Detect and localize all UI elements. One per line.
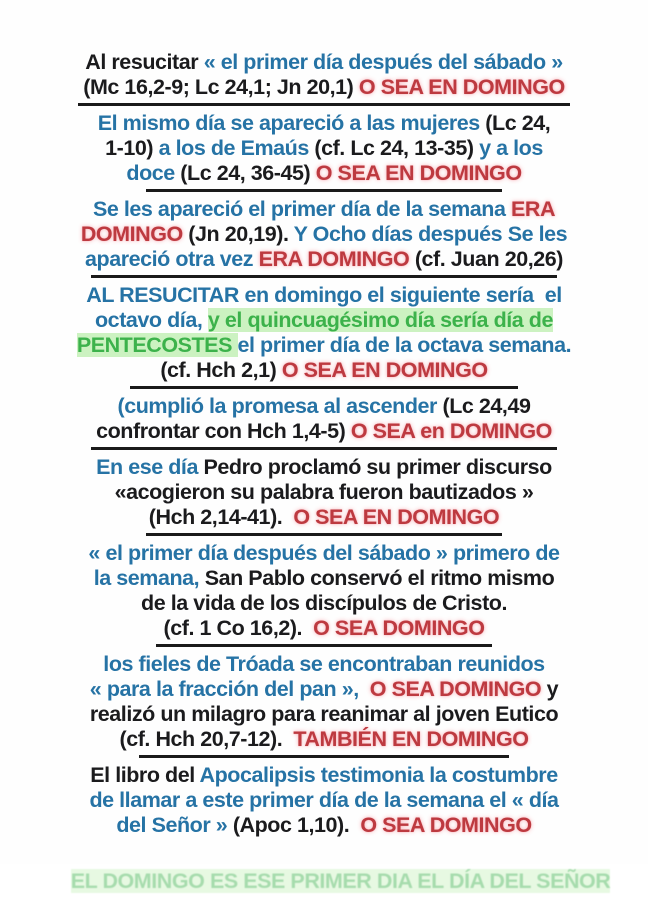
text-segment: los fieles de Tróada se encontraban reunidos <box>103 652 545 676</box>
text-segment: a los de Emaús <box>158 136 315 160</box>
text-segment: AL RESUCITAR en domingo el siguiente sería el <box>86 283 562 307</box>
text-line <box>0 844 648 919</box>
text-line <box>0 788 648 813</box>
text-segment: (cf. 1 Co 16,2). <box>163 616 314 640</box>
text-segment: O SEA EN DOMINGO <box>358 75 565 99</box>
text-segment: Pedro proclamó su primer discurso <box>203 455 552 479</box>
text-line <box>0 591 648 616</box>
text-line <box>0 616 648 641</box>
text-segment: (Mc 16,2-9; Lc 24,1; Jn 20,1) <box>83 75 359 99</box>
text-segment: el primer día de la octava semana. <box>237 333 572 357</box>
text-segment: Apocalipsis testimonia la costumbre <box>199 763 558 787</box>
text-line <box>0 813 648 838</box>
text-line <box>0 566 648 591</box>
text-line <box>0 197 648 222</box>
text-segment: 1-10) <box>105 136 159 160</box>
text-line <box>0 308 648 333</box>
text-line <box>0 75 648 100</box>
text-segment: O SEA en DOMINGO <box>350 419 552 443</box>
text-segment: (Hch 2,14-41). <box>148 505 294 529</box>
text-line <box>0 419 648 444</box>
text-segment: El mismo día se apareció a las mujeres <box>97 111 486 135</box>
text-segment: (cf. Hch 20,7-12). <box>119 727 294 751</box>
text-segment: O SEA DOMINGO <box>369 677 547 701</box>
text-segment: O SEA DOMINGO <box>360 813 532 837</box>
text-segment: EL DOMINGO ES ESE PRIMER DIA EL DÍA DEL SEÑOR <box>70 869 611 893</box>
text-segment: de llamar a este primer día de la semana el « día <box>89 788 559 812</box>
text-segment: «acogieron su palabra fueron bautizados » <box>114 480 534 504</box>
text-segment: (Lc 24,49 <box>442 394 531 418</box>
separator-line <box>146 189 502 192</box>
text-segment: ERA DOMINGO <box>258 247 415 271</box>
text-segment: El libro del <box>90 763 200 787</box>
text-segment: y el quincuagésimo día sería día de <box>207 308 553 332</box>
text-line <box>0 247 648 272</box>
text-segment: realizó un milagro para reanimar al joven Eutico <box>89 702 559 726</box>
text-segment: O SEA EN DOMINGO <box>315 161 522 185</box>
text-segment: O SEA EN DOMINGO <box>293 505 500 529</box>
text-line <box>0 763 648 788</box>
text-segment: O SEA EN DOMINGO <box>281 358 488 382</box>
text-block <box>0 111 648 186</box>
text-segment: (Lc 24, 36-45) <box>180 161 316 185</box>
text-line <box>0 505 648 530</box>
text-segment: octavo día, <box>95 308 208 332</box>
text-line <box>0 333 648 358</box>
text-line <box>0 136 648 161</box>
text-line <box>0 652 648 677</box>
text-block <box>0 455 648 530</box>
text-segment: de la vida de los discípulos de Cristo. <box>141 591 507 615</box>
text-segment: Se les apareció el primer día de la semana <box>92 197 511 221</box>
text-segment: y a los <box>479 136 543 160</box>
text-content <box>0 50 648 838</box>
separator-line <box>156 644 493 647</box>
text-segment: (cumplió la promesa al ascender <box>117 394 443 418</box>
text-segment: « para la fracción del pan », <box>89 677 370 701</box>
text-segment: « el primer día después del sábado » <box>203 50 563 74</box>
text-block <box>0 394 648 444</box>
text-segment: Al resucitar <box>85 50 204 74</box>
text-line <box>0 111 648 136</box>
text-block <box>0 197 648 272</box>
text-segment: doce <box>126 161 181 185</box>
text-block <box>0 283 648 383</box>
cutoff-line <box>0 844 648 893</box>
separator-line <box>139 755 508 758</box>
text-segment: la semana, <box>93 566 205 590</box>
text-segment: Y Ocho días después Se les <box>293 222 568 246</box>
text-line <box>0 480 648 505</box>
text-segment: PENTECOSTES <box>76 333 238 357</box>
text-line <box>0 161 648 186</box>
text-segment: del Señor » <box>116 813 233 837</box>
text-segment: (Apoc 1,10). <box>232 813 361 837</box>
text-block <box>0 763 648 838</box>
text-block <box>0 652 648 752</box>
text-segment: « el primer día después del sábado » primero de <box>88 541 560 565</box>
text-segment: TAMBIÉN EN DOMINGO <box>293 727 529 751</box>
separator-line <box>78 103 570 106</box>
separator-line <box>91 275 558 278</box>
text-segment: O SEA DOMINGO <box>313 616 485 640</box>
text-block <box>0 541 648 641</box>
text-segment: (cf. Hch 2,1) <box>160 358 282 382</box>
text-segment: (Lc 24, <box>485 111 551 135</box>
text-line <box>0 283 648 308</box>
text-line <box>0 677 648 702</box>
separator-line <box>130 386 519 389</box>
text-segment: y <box>546 677 559 701</box>
text-line <box>0 727 648 752</box>
text-segment: San Pablo conservó el ritmo mismo <box>204 566 555 590</box>
text-segment: (cf. Juan 20,26) <box>414 247 563 271</box>
text-segment: (Jn 20,19). <box>188 222 294 246</box>
separator-line <box>91 447 558 450</box>
text-line <box>0 50 648 75</box>
separator-line <box>146 533 502 536</box>
text-segment: DOMINGO <box>80 222 189 246</box>
text-line <box>0 455 648 480</box>
text-block <box>0 50 648 100</box>
text-line <box>0 702 648 727</box>
text-line <box>0 541 648 566</box>
text-segment: confrontar con Hch 1,4-5) <box>96 419 351 443</box>
text-line <box>0 222 648 247</box>
text-line <box>0 358 648 383</box>
text-segment: ERA <box>511 197 556 221</box>
text-line <box>0 394 648 419</box>
text-segment: En ese día <box>96 455 204 479</box>
text-segment: apareció otra vez <box>85 247 259 271</box>
text-segment: (cf. Lc 24, 13-35) <box>314 136 480 160</box>
